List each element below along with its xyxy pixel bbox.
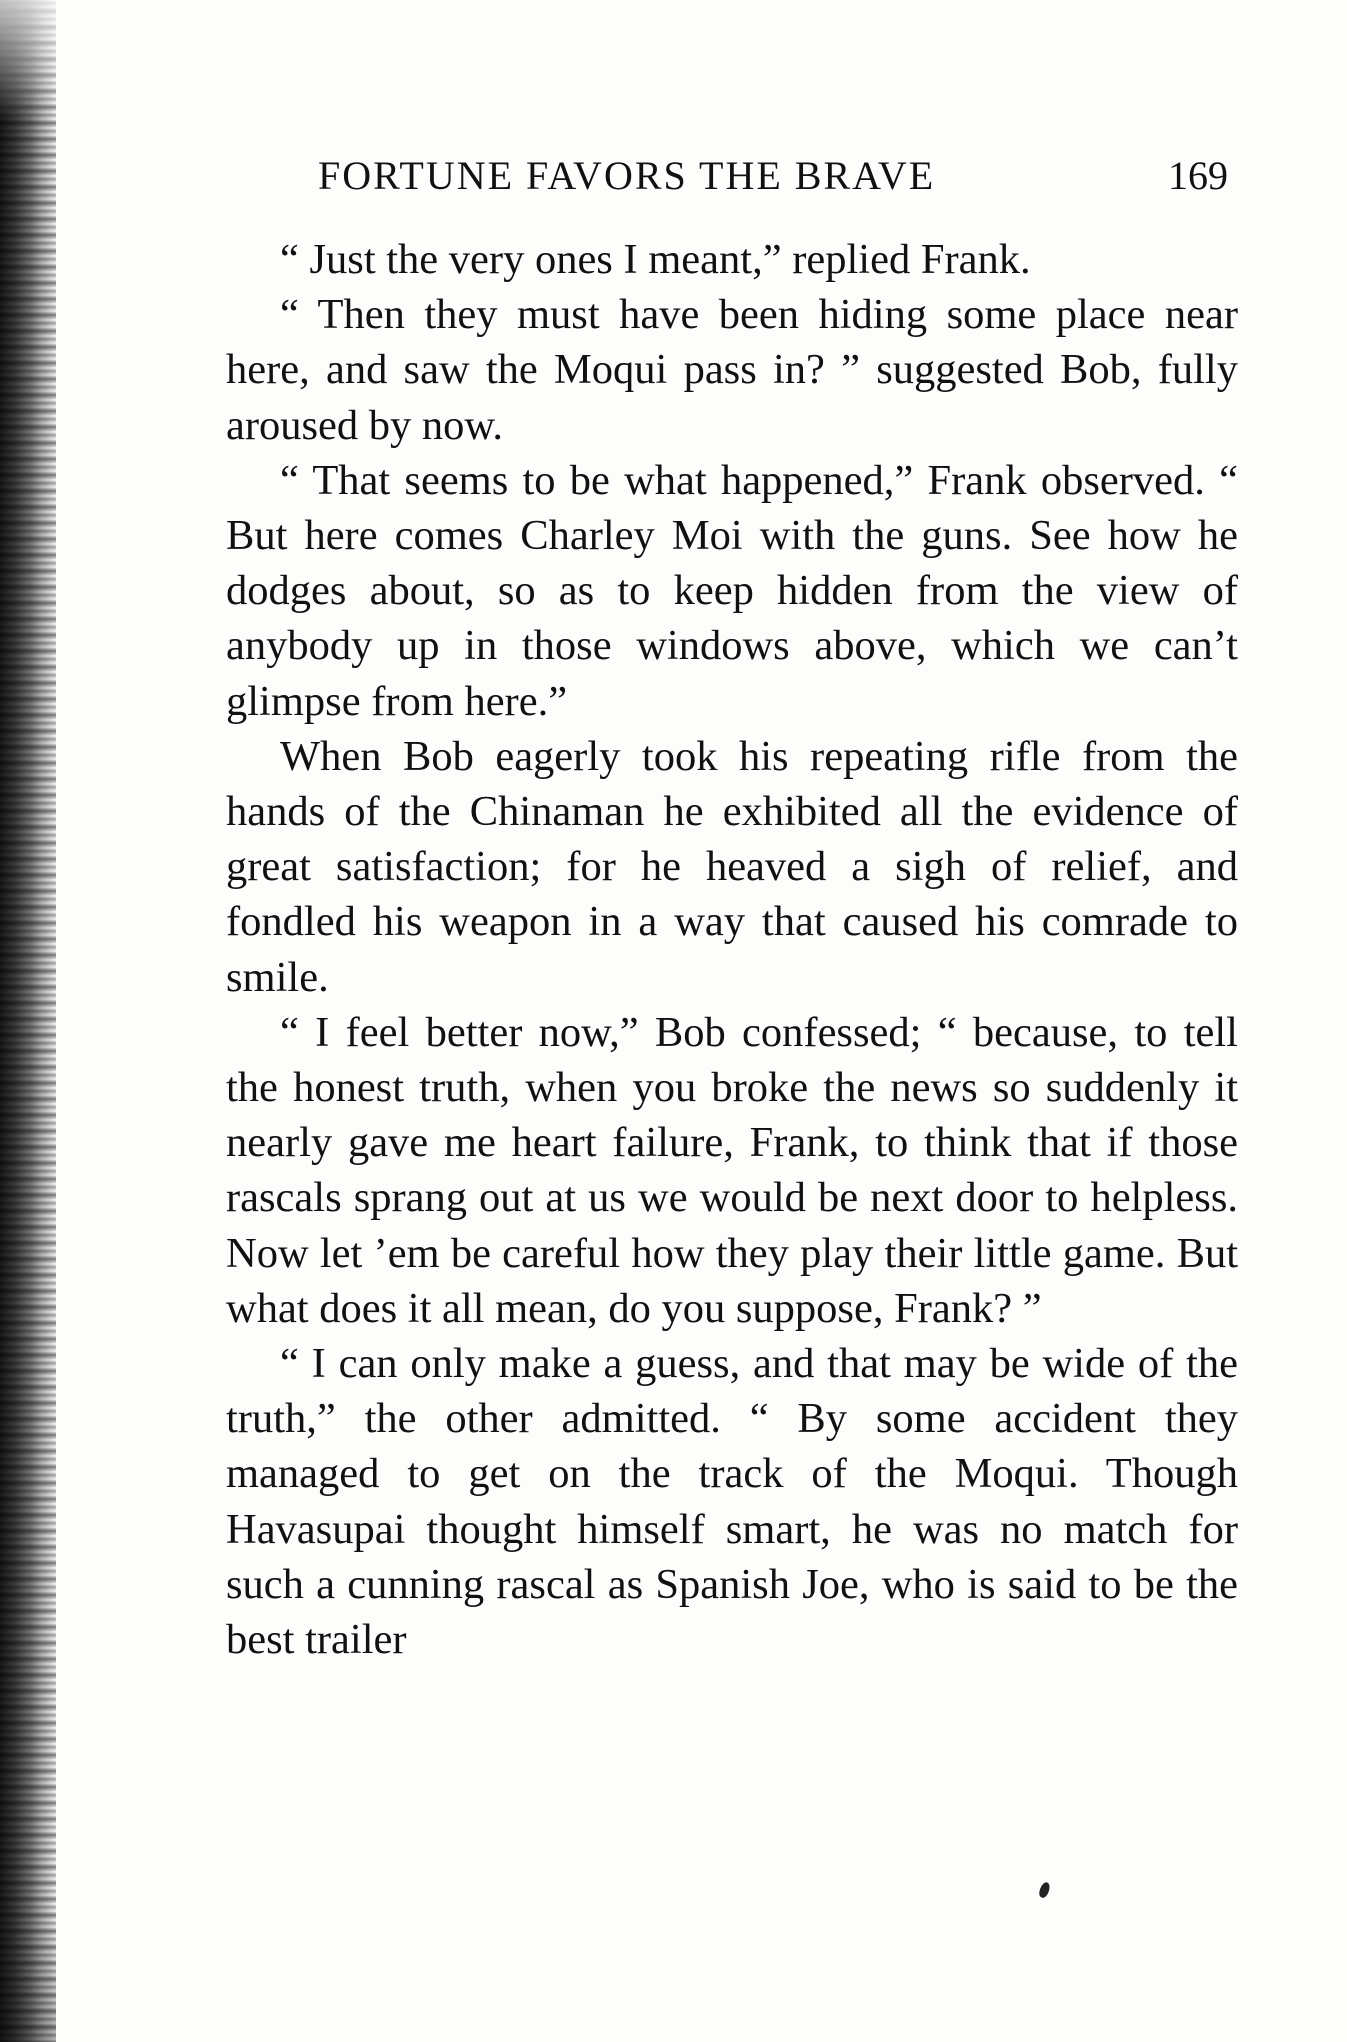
paragraph: “ I can only make a guess, and that may be wide of the truth,” the other admitted. “ By some accident they managed to get on the track of the Moqui. Though Havasupai thought himself smart, he was no match for such a cunning rascal as Spanish Joe, who is said to be the best trailer bbox=[226, 1340, 1238, 1664]
page-header bbox=[318, 152, 1228, 202]
gutter-fade bbox=[0, 0, 56, 2042]
page-number: 169 bbox=[1168, 153, 1228, 198]
ink-speck bbox=[1038, 1881, 1052, 1899]
body-text bbox=[226, 232, 1238, 1667]
paragraph: “ Then they must have been hiding some place near here, and saw the Moqui pass in? ” suggested Bob, fully aroused by now. bbox=[226, 291, 1238, 449]
paragraph: “ Just the very ones I meant,” replied Frank. bbox=[280, 236, 1031, 283]
paragraph: “ I feel better now,” Bob confessed; “ because, to tell the honest truth, when you broke the news so suddenly it nearly gave me heart failure, Frank, to think that if those rascals sprang out at us we would be next door to helpless. Now let ’em be careful how they play their little game. But what does it all mean, do you suppose, Frank? ” bbox=[226, 1008, 1238, 1332]
running-title: FORTUNE FAVORS THE BRAVE bbox=[318, 153, 936, 198]
paragraph: When Bob eagerly took his repeating rifle from the hands of the Chinaman he exhibited all the evidence of great satisfaction; for he heaved a sigh of relief, and fondled his weapon in a way that caused his comrade to smile. bbox=[226, 732, 1238, 1001]
paragraph: “ That seems to be what happened,” Frank observed. “ But here comes Charley Moi with the guns. See how he dodges about, so as to keep hidden from the view of anybody up in those windows above, which we can’t glimpse from here.” bbox=[226, 456, 1238, 725]
